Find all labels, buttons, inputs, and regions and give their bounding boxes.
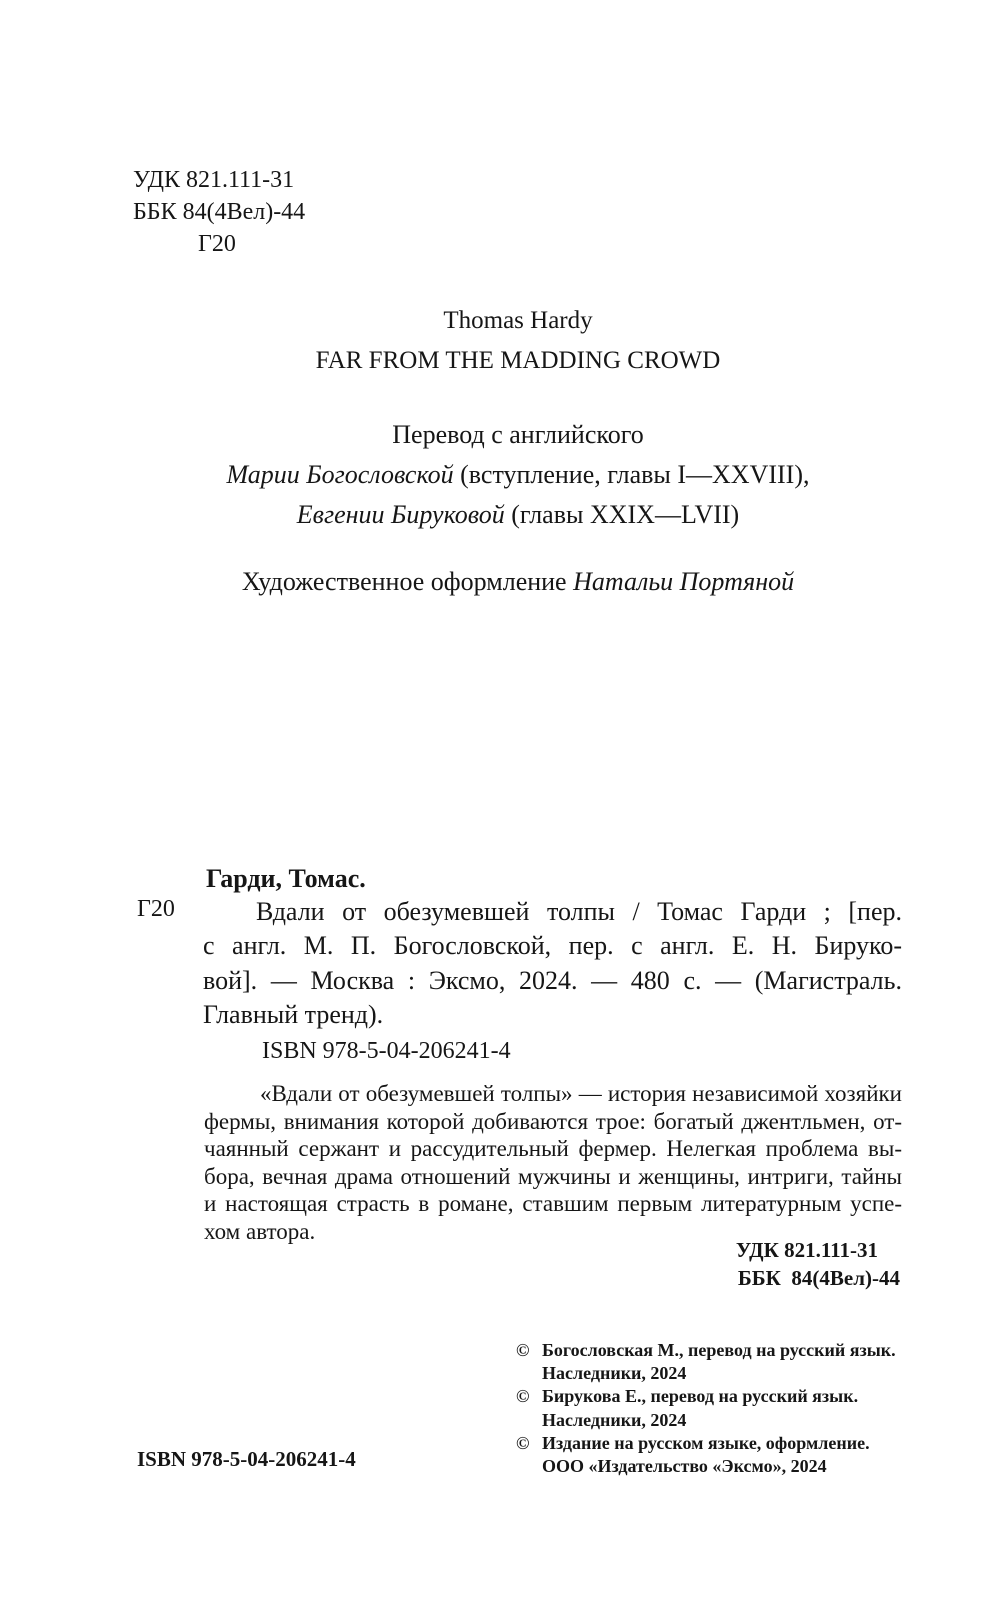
translators-block xyxy=(133,415,903,535)
original-author: Thomas Hardy xyxy=(443,307,593,334)
copyright-entry-text: Бирукова Е., перевод на русский язык. xyxy=(542,1386,859,1407)
annotation-paragraph xyxy=(204,1080,902,1245)
copyright-block xyxy=(516,1339,936,1478)
bbk-code-top: ББК 84(4Вел)-44 xyxy=(133,199,306,225)
card-line: с англ. М. П. Богословской, пер. с англ. Е. Н. Бируко- xyxy=(203,931,902,961)
translator-1-chapters: (вступление, главы I—XXVIII), xyxy=(453,460,810,489)
copyright-entry xyxy=(516,1432,936,1478)
translator-1-name: Марии Богословской xyxy=(226,460,454,489)
copyright-entry-continuation: ООО «Издательство «Эксмо», 2024 xyxy=(542,1456,827,1477)
translator-line-2 xyxy=(133,495,903,535)
udk-code-top: УДК 821.111-31 xyxy=(133,167,295,193)
copyright-entry-text: Богословская М., перевод на русский язык. xyxy=(542,1340,896,1360)
annotation-line: бора, вечная драма отношений мужчины и женщины, интриги, тайны xyxy=(204,1163,902,1189)
translation-heading: Перевод с английского xyxy=(392,420,644,449)
annotation-line: и настоящая страсть в романе, ставшим первым литературным успе- xyxy=(204,1191,902,1216)
design-credit-label: Художественное оформление xyxy=(241,567,574,596)
top-classification-codes xyxy=(133,164,305,260)
annotation-line: «Вдали от обезумевшей толпы» — история независимой хозяйки xyxy=(260,1081,902,1106)
bbk-code-bottom: ББК 84(4Вел)-44 xyxy=(737,1265,900,1290)
catalog-card-description xyxy=(203,895,902,1033)
isbn-bottom: ISBN 978-5-04-206241-4 xyxy=(137,1447,356,1471)
design-credit-line xyxy=(133,567,903,597)
card-line: вой]. — Москва : Эксмо, 2024. — 480 с. — (Магистраль. xyxy=(203,965,902,995)
copyright-symbol: © xyxy=(516,1340,530,1360)
translator-2-chapters: (главы XXIX—LVII) xyxy=(504,500,740,529)
annotation-line: хом автора. xyxy=(204,1218,316,1244)
copyright-entry xyxy=(516,1339,936,1385)
card-line: Вдали от обезумевшей толпы / Томас Гарди ; [пер. xyxy=(256,897,902,926)
designer-name: Натальи Портяной xyxy=(573,567,795,596)
udk-code-bottom: УДК 821.111-31 xyxy=(735,1238,878,1262)
copyright-entry-continuation: Наследники, 2024 xyxy=(542,1409,687,1430)
copyright-entry xyxy=(516,1385,936,1431)
translator-2-name: Евгении Бируковой xyxy=(296,500,505,529)
author-sign-code-top: Г20 xyxy=(198,231,236,257)
card-line: Главный тренд). xyxy=(203,1000,384,1030)
author-sign-code-card: Г20 xyxy=(137,896,175,922)
original-title: FAR FROM THE MADDING CROWD xyxy=(315,347,721,374)
annotation-line: фермы, внимания которой добиваются трое: богатый джентльмен, от- xyxy=(204,1108,902,1134)
copyright-entry-continuation: Наследники, 2024 xyxy=(542,1363,687,1384)
copyright-symbol: © xyxy=(516,1386,530,1407)
annotation-line: чаянный сержант и рассудительный фермер. Нелегкая проблема вы- xyxy=(204,1136,902,1161)
original-title-block xyxy=(133,301,903,381)
copyright-entry-text: Издание на русском языке, оформление. xyxy=(542,1432,870,1453)
catalog-card-author: Гарди, Томас. xyxy=(206,864,366,893)
bottom-classification-codes xyxy=(602,1237,900,1292)
isbn-card: ISBN 978-5-04-206241-4 xyxy=(262,1038,511,1064)
copyright-symbol: © xyxy=(516,1432,530,1453)
translator-line-1 xyxy=(133,455,903,495)
